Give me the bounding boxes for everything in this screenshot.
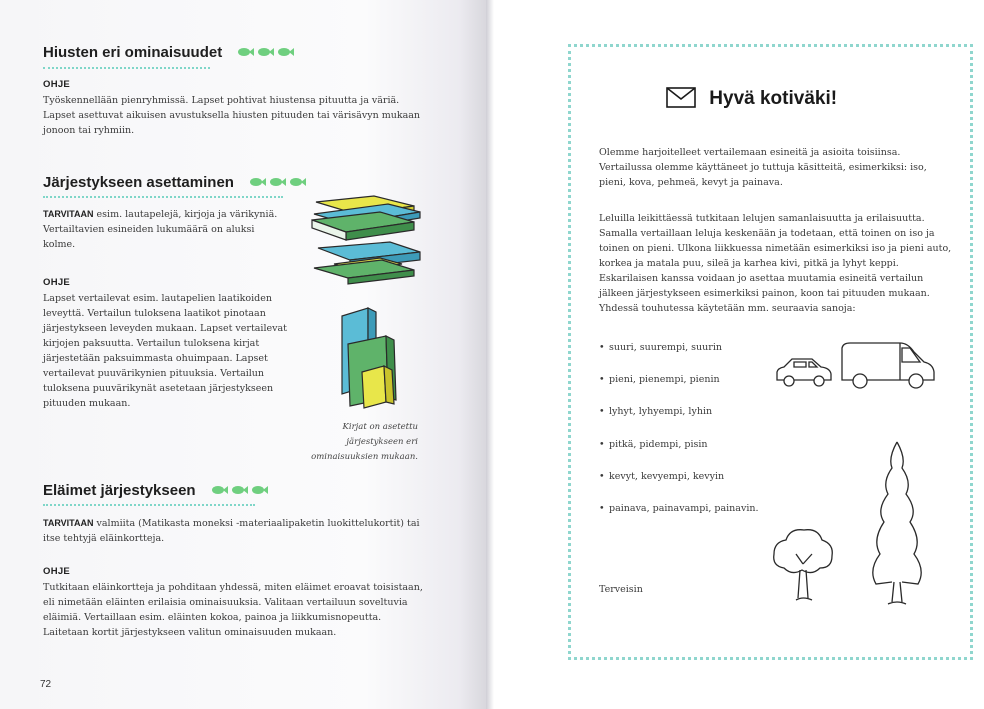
list-item-text: lyhyt, lyhyempi, lyhin (609, 406, 713, 417)
section-title-text: Eläimet järjestykseen (43, 482, 196, 499)
section-title-text: Hiusten eri ominaisuudet (43, 44, 223, 61)
section-title-text: Järjestykseen asettaminen (43, 174, 234, 191)
section2-instructions: Lapset vertailevat esim. lautapelien laatikoiden leveyttä. Vertailun tuloksena laatikot pinotaan järjestykseen leveyden mukaan. Lapset vertailevat kirjojen paksuutta. Vertailun tuloksena kirjat järjestetään paksuimmasta ohuimpaan. Lapset vertailevat puuvärikynien pituuksia. Vertailun tuloksena puuvärikynät asetetaan järjestykseen pituuden mukaan. (43, 293, 287, 409)
books-icon (310, 176, 428, 420)
section3-materials (43, 516, 429, 546)
section3-materials-text: valmiita (Matikasta moneksi -materiaalipaketin luokittelukortit) tai itse tehtyjä eläinkortteja. (43, 518, 420, 544)
section2-materials-text: esim. lautapelejä, kirjoja ja värikyniä. Vertailtavien esineiden lukumäärä on aluksi kolme. (43, 209, 278, 250)
section-title-hair (43, 44, 298, 62)
ohje-label: OHJE (43, 566, 71, 577)
letter-paragraph-1: Olemme harjoitelleet vertailemaan esineitä ja asioita toisiinsa. Vertailussa olemme käyttäneet jo tuttuja käsitteitä, esimerkiksi: iso, pieni, kova, pehmeä, kevyt ja painava. (599, 147, 927, 188)
letter-title (666, 87, 837, 110)
list-item: • pitkä, pidempi, pisin (599, 439, 708, 450)
list-item: • kevyt, kevyempi, kevyin (599, 471, 725, 482)
section2-materials (43, 207, 287, 252)
car-icon (774, 354, 834, 394)
list-item: • suuri, suurempi, suurin (599, 342, 722, 353)
section-divider (43, 67, 210, 69)
tarvitaan-label: TARVITAAN (43, 518, 94, 528)
section-divider (43, 196, 283, 198)
book-gutter (486, 0, 494, 709)
list-item: • pieni, pienempi, pienin (599, 374, 720, 385)
van-icon (838, 340, 938, 396)
fish-icon (236, 45, 298, 62)
envelope-icon (666, 87, 696, 108)
books-caption: Kirjat on asetettu järjestykseen eri ominaisuuksien mukaan. (311, 422, 418, 462)
list-item-text: painava, painavampi, painavin. (609, 503, 759, 514)
tarvitaan-label: TARVITAAN (43, 209, 94, 219)
list-item-text: pieni, pienempi, pienin (609, 374, 720, 385)
section-divider (43, 504, 255, 506)
section1-instructions: Työskennellään pienryhmissä. Lapset pohtivat hiustensa pituutta ja väriä. Lapset asettuvat aikuisen avustuksella hiusten pituuden tai värisävyn mukaan jonoon tai ryhmiin. (43, 95, 421, 136)
list-item-text: pitkä, pidempi, pisin (609, 439, 708, 450)
section-title-animals (43, 482, 272, 500)
list-item: • painava, painavampi, painavin. (599, 503, 759, 514)
ohje-label: OHJE (43, 277, 71, 288)
letter-title-text: Hyvä kotiväki! (709, 88, 838, 109)
list-item-text: kevyt, kevyempi, kevyin (609, 471, 725, 482)
ohje-label: OHJE (43, 79, 71, 90)
fish-icon (248, 175, 310, 192)
section3-instructions: Tutkitaan eläinkortteja ja pohditaan yhdessä, miten eläimet eroavat toisistaan, eli nimetään eläinten erilaisia ominaisuuksia. Valitaan vertailuun soveltuvia eläimiä. Vertaillaan esim. eläinten kokoa, painoa ja liikkumisnopeutta. Laitetaan kortit järjestykseen valitun ominaisuuden mukaan. (43, 582, 423, 638)
letter-closing: Terveisin (599, 584, 643, 595)
page-number: 72 (40, 679, 52, 690)
list-item-text: suuri, suurempi, suurin (609, 342, 722, 353)
tree-icon (770, 524, 836, 610)
spruce-icon (862, 438, 932, 610)
letter-paragraph-2: Leluilla leikittäessä tutkitaan lelujen samanlaisuutta ja erilaisuutta. Samalla vertaillaan leluja keskenään ja todetaan, että toinen on iso ja toinen on pieni. Ulkona liikkuessa nimetään esimerkiksi iso ja pieni auto, korkea ja matala puu, sileä ja karhea kivi, pitkä ja lyhyt keppi. Eskarilaisen kanssa voidaan jo asettaa muutamia esineitä vertailun jälkeen järjestykseen esimerkiksi painon, koon tai pituuden mukaan. Yhdessä touhutessa käytetään mm. seuraavia sanoja: (599, 213, 952, 314)
section-title-ordering (43, 174, 310, 192)
list-item: • lyhyt, lyhyempi, lyhin (599, 406, 713, 417)
fish-icon (210, 483, 272, 500)
